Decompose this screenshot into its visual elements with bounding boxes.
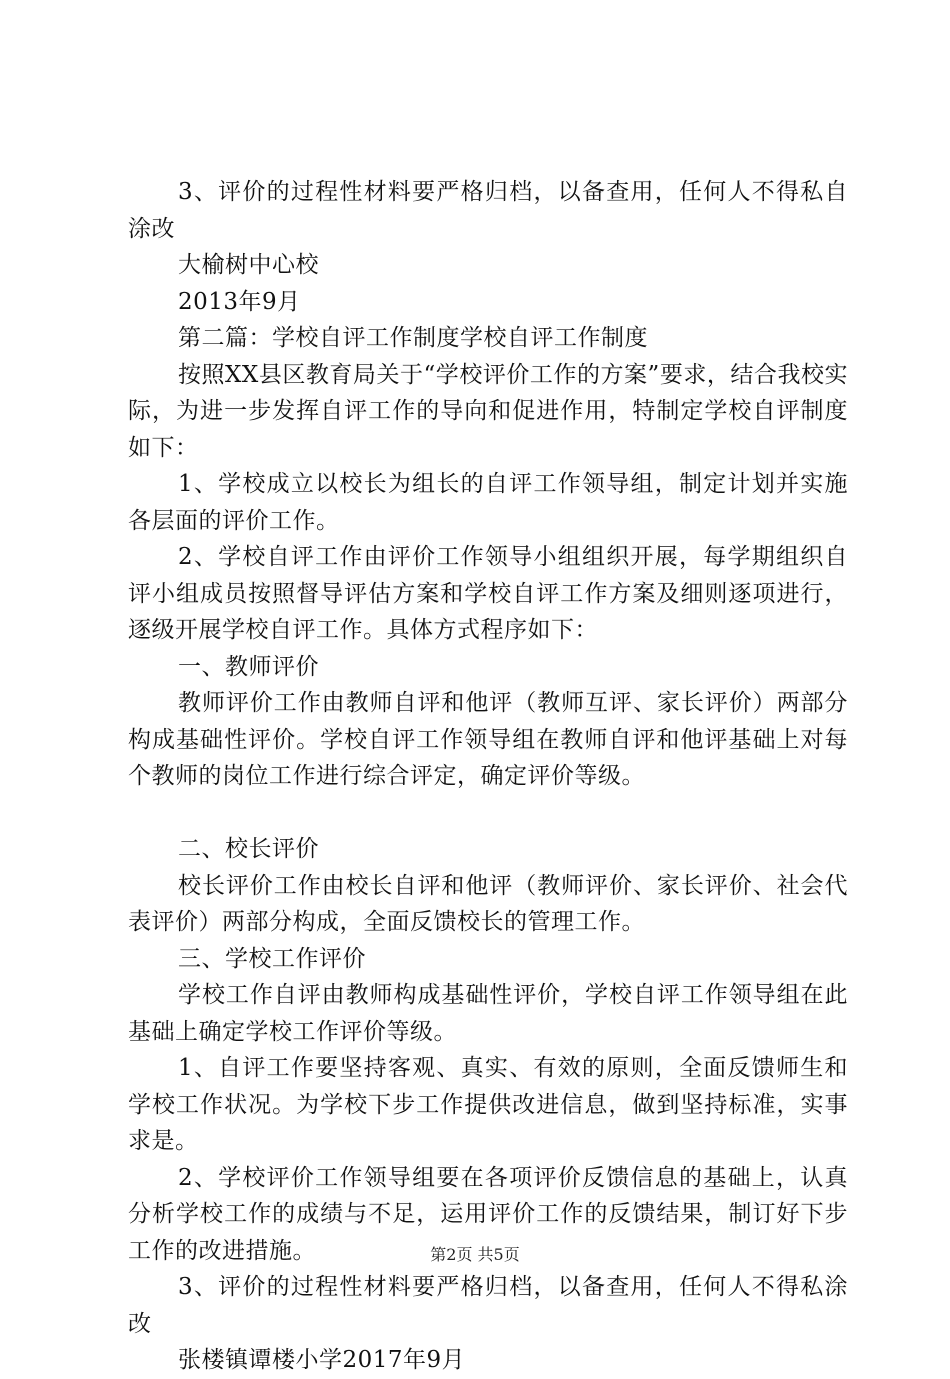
paragraph-section-title: 第二篇：学校自评工作制度学校自评工作制度 — [178, 325, 648, 351]
paragraph-school-signature-1: 大榆树中心校 — [178, 252, 319, 278]
paragraph-rule-1: 1、自评工作要坚持客观、真实、有效的原则，全面反馈师生和学校工作状况。为学校下步工作提供改进信息，做到坚持标准，实事求是。 — [128, 1055, 848, 1154]
paragraph-date-1: 2013年9月 — [178, 288, 301, 315]
paragraph-teacher-evaluation: 教师评价工作由教师自评和他评（教师互评、家长评价）两部分构成基础性评价。学校自评工作领导组在教师自评和他评基础上对每个教师的岗位工作进行综合评定，确定评价等级。 — [128, 690, 848, 789]
paragraph-archive-rule-1: 3、评价的过程性材料要严格归档，以备查用，任何人不得私自涂改 — [128, 179, 848, 242]
page-indicator: 第2页 共5页 — [430, 1245, 520, 1264]
document-body — [128, 174, 848, 1379]
paragraph-item-2: 2、学校自评工作由评价工作领导小组组织开展，每学期组织自评小组成员按照督导评估方案和学校自评工作方案及细则逐项进行，逐级开展学校自评工作。具体方式程序如下： — [128, 544, 848, 643]
paragraph-intro: 按照XX县区教育局关于“学校评价工作的方案”要求，结合我校实际，为进一步发挥自评工作的导向和促进作用，特制定学校自评制度如下： — [128, 361, 848, 461]
heading-school-evaluation: 三、学校工作评价 — [178, 945, 366, 972]
heading-teacher-evaluation: 一、教师评价 — [178, 653, 319, 680]
paragraph-item-1: 1、学校成立以校长为组长的自评工作领导组，制定计划并实施各层面的评价工作。 — [128, 471, 848, 534]
paragraph-principal-evaluation: 校长评价工作由校长自评和他评（教师评价、家长评价、社会代表评价）两部分构成，全面反馈校长的管理工作。 — [128, 872, 848, 935]
paragraph-school-signature-2: 张楼镇谭楼小学2017年9月 — [178, 1347, 466, 1373]
blank-line — [128, 795, 848, 832]
paragraph-archive-rule-2: 3、评价的过程性材料要严格归档，以备查用，任何人不得私涂改 — [128, 1274, 848, 1337]
heading-principal-evaluation: 二、校长评价 — [178, 836, 319, 862]
paragraph-school-evaluation: 学校工作自评由教师构成基础性评价，学校自评工作领导组在此基础上确定学校工作评价等级。 — [128, 982, 848, 1045]
paragraph-rule-2: 2、学校评价工作领导组要在各项评价反馈信息的基础上，认真分析学校工作的成绩与不足，运用评价工作的反馈结果，制订好下步工作的改进措施。 — [128, 1164, 848, 1264]
